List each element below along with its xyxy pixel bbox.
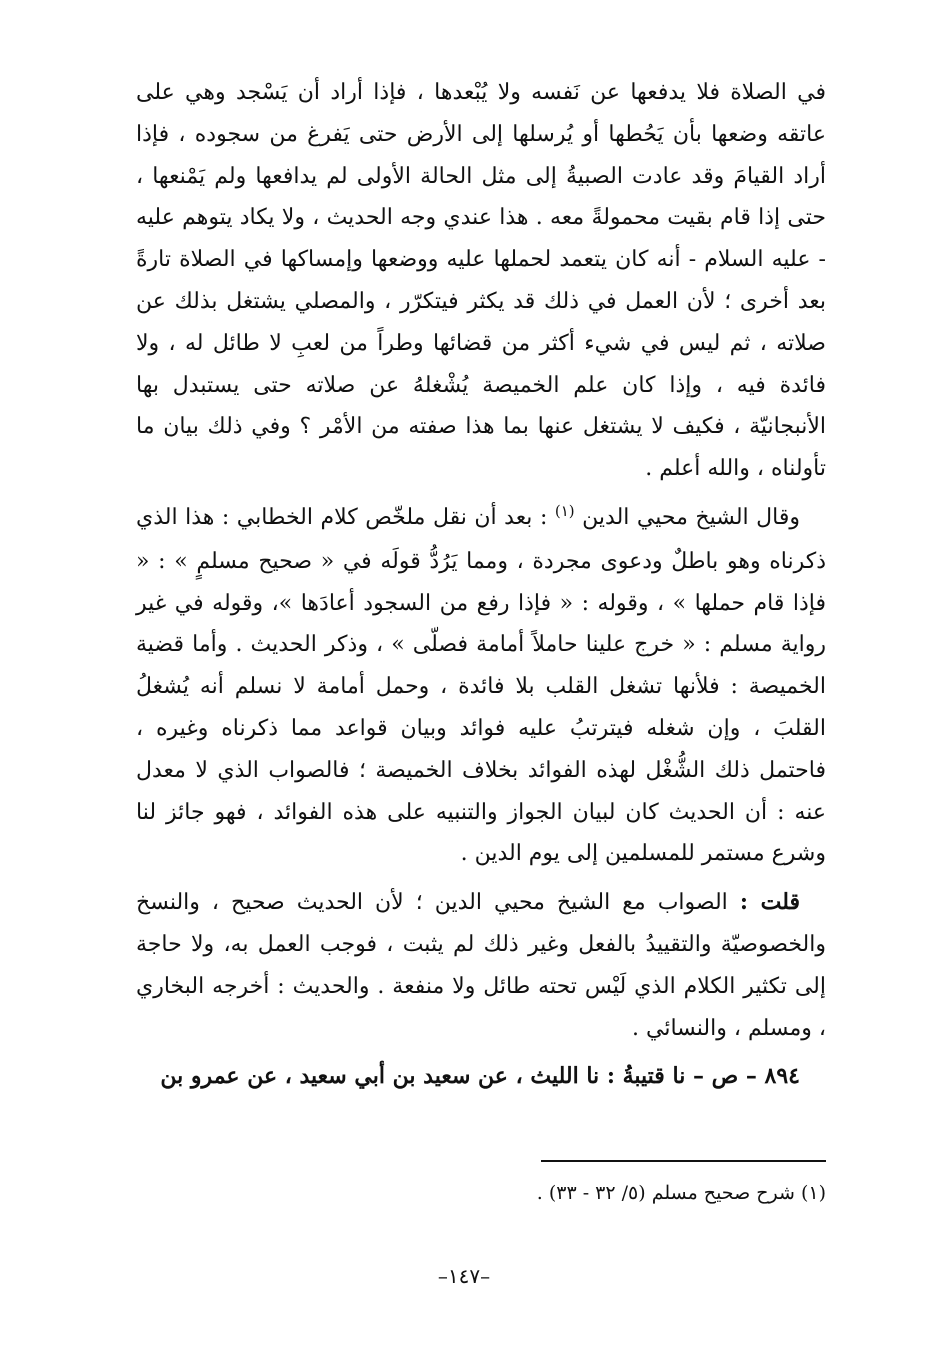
main-text <box>136 72 826 1098</box>
paragraph-3-lead: قلت : <box>739 889 801 916</box>
paragraph-2-intro: وقال الشيخ محيي الدين <box>582 504 800 530</box>
paragraph-3-body: الصواب مع الشيخ محيي الدين ؛ لأن الحديث صحيح ، والنسخ والخصوصيّة والتقييدُ بالفعل وغير ذلك لم يثبت ، فوجب العمل به، ولا حاجة إلى تكثير الكلام الذي لَيْس تحته طائل ولا منفعة . والحديث : أخرجه البخاري ، ومسلم ، والنسائي . <box>136 890 826 1041</box>
page-number: –١٤٧– <box>437 1264 491 1288</box>
paragraph-2 <box>136 497 826 875</box>
hadith-heading: ٨٩٤ – ص – نا قتيبةُ : نا الليث ، عن سعيد بن أبي سعيد ، عن عمرو بن <box>160 1063 800 1090</box>
paragraph-1: في الصلاة فلا يدفعها عن نَفسه ولا يُبْعدها ، فإذا أراد أن يَسْجد وهي على عاتقه وضعها بأن يَحُطها أو يُرسلها إلى الأرض حتى يَفرغ من سجوده ، فإذا أراد القيامَ وقد عادت الصبيةُ إلى مثل الحالة الأولى لم يدافعها ولم يَمْنعها ، حتى إذا قام بقيت محمولةً معه . هذا عندي وجه الحديث ، ولا يكاد يتوهم عليه - عليه السلام - أنه كان يتعمد لحملها عليه ووضعها وإمساكها في الصلاة تارةً بعد أخرى ؛ لأن العمل في ذلك قد يكثر فيتكرّر ، والمصلي يشتغل بذلك عن صلاته ، ثم ليس في شيء أكثر من قضائها وطراً من لعبِ لا طائل له ، ولا فائدة فيه ، وإذا كان علم الخميصة يُشْغلهُ عن صلاته حتى يستبدل بها الأنبجانيّة ، فكيف لا يشتغل عنها بما هذا صفته من الأمْر ؟ وفي ذلك بيان ما تأولناه ، والله أعلم . <box>136 80 826 482</box>
footnote: (١) شرح صحيح مسلم (٥/ ٣٢ - ٣٣) . <box>536 1182 826 1204</box>
paragraph-3 <box>136 882 826 1049</box>
paragraph-2-body: : بعد أن نقل ملخّص كلام الخطابي : هذا الذي ذكرناه وهو باطلٌ ودعوى مجردة ، ومما يَرُدُّ قولَه في « صحيح مسلمٍ » : « فإذا قام حملها » ، وقوله : « فإذا رفع من السجود أعادَها »، وقوله في غير رواية مسلم : « خرج علينا حاملاً أمامة فصلّى » ، وذكر الحديث . وأما قضية الخميصة : فلأنها تشغل القلب بلا فائدة ، وحمل أمامة لا نسلم أنه يُشغلُ القلبَ ، وإن شغله فيترتبُ عليه فوائد وبيان قواعد مما ذكرناه وغيره ، فاحتمل ذلك الشُّغْل لهذه الفوائد بخلاف الخميصة ؛ فالصواب الذي لا معدل عنه : أن الحديث كان لبيان الجواز والتنبيه على هذه الفوائد ، فهو جائز لنا وشرع مستمر للمسلمين إلى يوم الدين . <box>136 504 826 867</box>
footnote-reference: (١) <box>554 501 575 520</box>
footnote-divider <box>541 1160 826 1162</box>
